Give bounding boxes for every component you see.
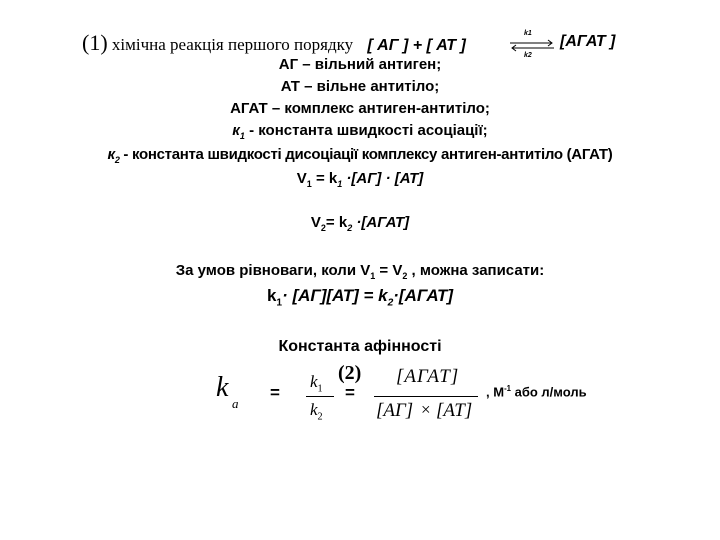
equilibrium-text-1: За умов рівноваги, коли V [175,262,371,279]
k1-subscript: 1 [239,131,245,141]
frac2-bar [374,396,478,397]
reaction-line [82,30,466,56]
v1-equation [0,170,720,189]
k1-symbol: к [232,122,240,139]
v2-eq: = k [325,214,348,231]
v2-symbol: V [310,214,321,231]
equals-1: = [270,383,280,402]
frac2-times: × [421,400,431,419]
units: , $М^{-1}$ або л/моль [486,384,587,400]
balance-k1: k [266,286,277,305]
balance-k2-sub: 2 [387,297,394,309]
v2-equation [0,214,720,233]
v1-eq: = k [311,170,338,187]
v2-subscript: 2 [320,223,326,233]
equilibrium-sub-1: 1 [370,271,376,281]
reaction-product: [АГАТ ] [560,33,616,50]
balance-equation [0,286,720,308]
equals-2: = [345,383,355,402]
def-k2 [0,146,720,165]
frac1-bar [306,396,334,397]
equilibrium-text-3: , можна записати: [407,262,545,279]
v2-k-subscript: 2 [347,223,353,233]
ka-symbol: k [216,372,229,403]
frac1-denominator: $k_2$ [310,400,323,423]
arrow-label-k1: k1 [524,30,532,37]
balance-rhs: ·[АГАТ] [393,286,454,305]
reaction-description: хімічна реакція першого порядку [111,35,354,54]
arrow-label-k2: k2 [524,52,532,59]
frac2-denominator-at: [АТ] [436,400,473,421]
def-agat: АГАТ – комплекс антиген-антитіло; [230,100,490,117]
k2-text: - константа швидкості дисоціації комплексу антиген-антитіло (АГАТ) [119,146,613,163]
affinity-title: Константа афінності [278,338,442,355]
ka-subscript: a [232,396,239,411]
v1-subscript: 1 [306,179,312,189]
k1-text: - константа швидкості асоціації; [244,122,488,139]
balance-k1-sub: 1 [276,297,283,309]
equation-number-1: (1) [82,30,108,55]
k2-symbol: к [107,146,115,163]
def-k1 [0,122,720,141]
v1-rest: ·[АГ] · [АТ] [342,170,424,187]
frac1-numerator: $k_1$ [310,372,323,395]
frac2-denominator-ag: [АГ] [376,400,414,421]
equilibrium-sub-2: 2 [402,271,408,281]
frac2-numerator: [АГАТ] [396,366,460,387]
equilibrium-line [0,262,720,281]
reaction-reactants: [ АГ ] + [ АТ ] [367,37,466,54]
balance-lhs: · [АГ][АТ] = k [282,286,388,305]
v1-symbol: V [296,170,307,187]
equation-number-2: (2) [338,362,362,384]
def-at: АТ – вільне антитіло; [280,78,440,95]
def-ag: АГ – вільний антиген; [278,56,442,73]
v1-k-subscript: 1 [337,179,343,189]
k2-subscript: 2 [114,155,120,165]
v2-rest: ·[АГАТ] [352,214,410,231]
equilibrium-text-2: = V [375,262,403,279]
